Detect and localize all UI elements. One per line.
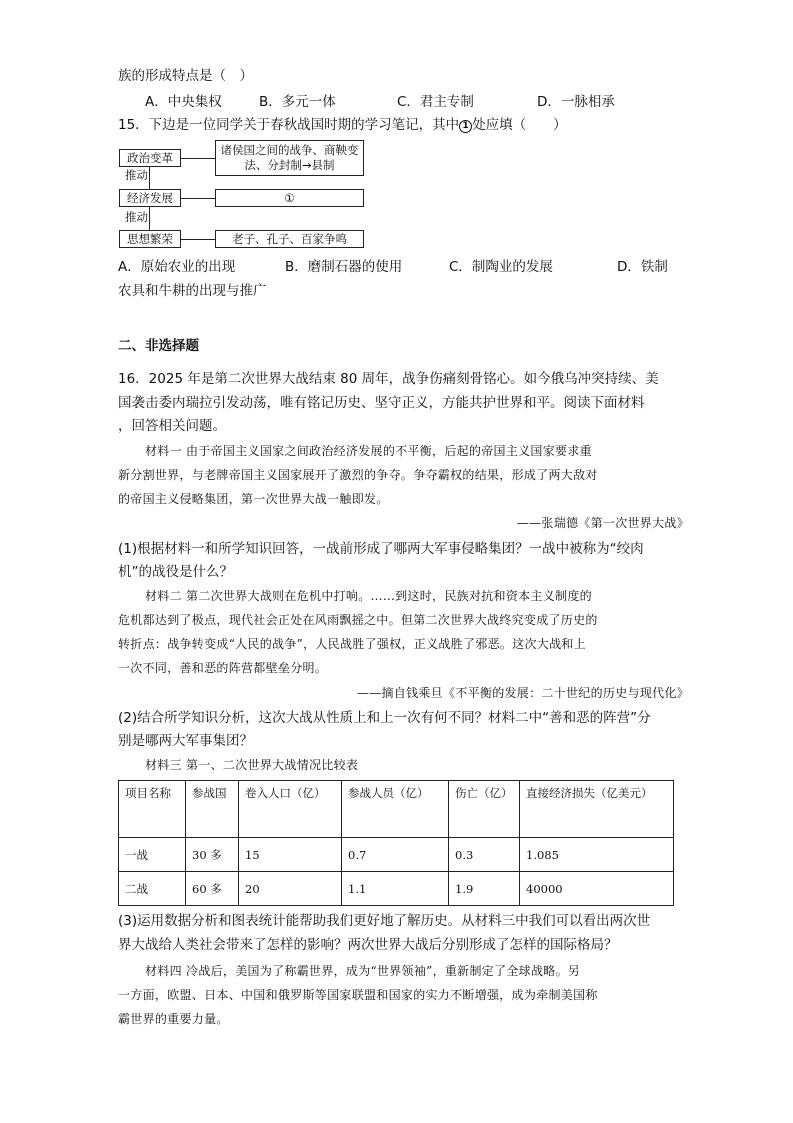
q14-option-d: D．一脉相承 <box>537 94 615 110</box>
box-thought-content: 老子、孔子、百家争鸣 <box>215 230 364 248</box>
subquestion-2-line: 别是哪两大军事集团？ <box>118 733 253 749</box>
section-title: 二、非选择题 <box>118 338 199 354</box>
q15-option-d: D．铁制 <box>617 259 668 275</box>
subquestion-3-line: 界大战给人类社会带来了怎样的影响？两次世界大战后分别形成了怎样的国际格局？ <box>118 937 618 953</box>
table-cell: 二战 <box>119 872 186 906</box>
box-politics-content: 诸侯国之间的战争、商鞅变法、分封制→县制 <box>215 140 364 176</box>
material-1-source: ——张瑞德《第一次世界大战》 <box>516 516 689 530</box>
q15-option-a: A．原始农业的出现 <box>118 259 236 275</box>
material-2-source: ——摘自钱乘旦《不平衡的发展：二十世纪的历史与现代化》 <box>356 686 689 700</box>
table-cell: 40000 <box>520 872 674 906</box>
material-4-line: 材料四 冷战后，美国为了称霸世界，成为“世界领袖”，重新制定了全球战略。另 <box>145 964 581 978</box>
material-2-line: 转折点：战争转变成“人民的战争”，人民战胜了强权，正义战胜了邪恶。这次大战和上 <box>118 637 586 651</box>
box-economy-label: 经济发展 <box>119 189 181 207</box>
table-header-cell: 参战国 <box>186 781 239 838</box>
table-header-cell: 参战人员（亿） <box>342 781 449 838</box>
table-header-cell: 项目名称 <box>119 781 186 838</box>
material-4-line: 一方面，欧盟、日本、中国和俄罗斯等国家联盟和国家的实力不断增强，成为牵制美国称 <box>118 988 598 1002</box>
table-header-cell: 直接经济损失（亿美元） <box>520 781 674 838</box>
q15-option-b: B．磨制石器的使用 <box>285 259 403 275</box>
table-header-row <box>119 781 674 838</box>
table-cell: 0.3 <box>449 838 520 872</box>
material-1-line: 材料一 由于帝国主义国家之间政治经济发展的不平衡，后起的帝国主义国家要求重 <box>145 444 592 458</box>
connector-line <box>149 207 150 230</box>
q14-stem: 族的形成特点是（ ） <box>118 68 253 84</box>
q14-option-a: A．中央集权 <box>145 94 222 110</box>
table-cell: 一战 <box>119 838 186 872</box>
table-cell: 1.085 <box>520 838 674 872</box>
material-2-line: 一次不同，善和恶的阵营都壁垒分明。 <box>118 661 328 675</box>
q14-option-b: B．多元一体 <box>259 94 336 110</box>
material-1-line: 新分割世界，与老牌帝国主义国家展开了激烈的争夺。争夺霸权的结果，形成了两大敌对 <box>118 468 598 482</box>
push-label: 推动 <box>125 168 148 182</box>
q16-intro-line: ，回答相关问题。 <box>118 418 226 434</box>
subquestion-2-line: (2)结合所学知识分析，这次大战从性质上和上一次有何不同？材料二中“善和恶的阵营”分 <box>118 710 651 726</box>
box-thought-label: 思想繁荣 <box>119 230 181 248</box>
material-1-line: 的帝国主义侵略集团，第一次世界大战一触即发。 <box>118 492 389 506</box>
q15-option-d-cont: 农具和牛耕的出现与推广 <box>118 283 267 299</box>
circled-number: 1 <box>459 120 472 133</box>
subquestion-3-line: (3)运用数据分析和图表统计能帮助我们更好地了解历史。从材料三中我们可以看出两次世 <box>118 913 651 929</box>
q15-stem-after: 处应填（ ） <box>472 117 567 133</box>
material-4-line: 霸世界的重要力量。 <box>118 1012 229 1026</box>
table-row <box>119 838 674 872</box>
material-2-line: 危机都达到了极点，现代社会正处在风雨飘摇之中。但第二次世界大战终究变成了历史的 <box>118 613 598 627</box>
table-header-cell: 伤亡（亿） <box>449 781 520 838</box>
q15-stem-before: 15．下边是一位同学关于春秋战国时期的学习笔记，其中 <box>118 117 460 133</box>
table-cell: 60 多 <box>186 872 239 906</box>
q15-option-c: C．制陶业的发展 <box>449 259 553 275</box>
subquestion-1-line: 机”的战役是什么？ <box>118 564 233 580</box>
table-row <box>119 872 674 906</box>
subquestion-1-line: (1)根据材料一和所学知识回答，一战前形成了哪两大军事侵略集团？一战中被称为“绞肉 <box>118 541 644 557</box>
connector-line <box>181 158 215 159</box>
connector-line <box>181 239 215 240</box>
table-cell: 1.1 <box>342 872 449 906</box>
table-cell: 0.7 <box>342 838 449 872</box>
material-2-line: 材料二 第二次世界大战则在危机中打响。……到这时，民族对抗和资本主义制度的 <box>145 589 592 603</box>
material-3-title: 材料三 第一、二次世界大战情况比较表 <box>145 758 359 772</box>
q16-intro-line: 16．2025 年是第二次世界大战结束 80 周年，战争伤痛刻骨铭心。如今俄乌冲突持续、美 <box>118 371 659 387</box>
push-label: 推动 <box>125 210 148 224</box>
connector-line <box>149 167 150 189</box>
table-cell: 15 <box>239 838 342 872</box>
q14-option-c: C．君主专制 <box>397 94 474 110</box>
table-header-cell: 卷入人口（亿） <box>239 781 342 838</box>
table-cell: 30 多 <box>186 838 239 872</box>
table-cell: 20 <box>239 872 342 906</box>
table-cell: 1.9 <box>449 872 520 906</box>
box-politics-label: 政治变革 <box>119 149 181 167</box>
q16-intro-line: 国袭击委内瑞拉引发动荡，唯有铭记历史、坚守正义，方能共护世界和平。阅读下面材料 <box>118 395 645 411</box>
box-economy-content: ① <box>215 189 364 207</box>
q15-stem <box>118 115 567 135</box>
comparison-table <box>118 780 674 906</box>
connector-line <box>181 198 215 199</box>
